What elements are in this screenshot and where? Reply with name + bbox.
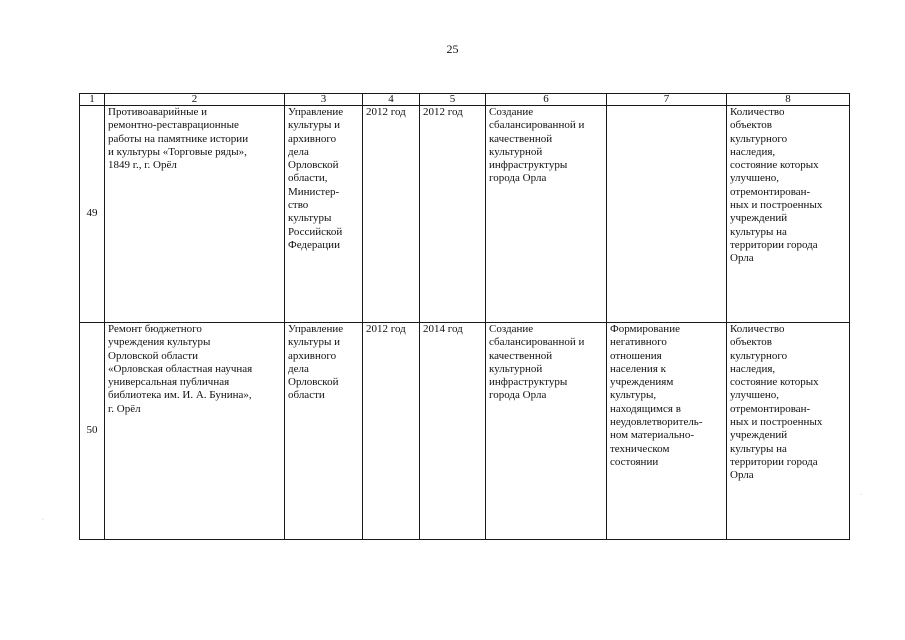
scan-speck: ·: [42, 517, 44, 523]
table-row: [80, 323, 850, 540]
page-number: 25: [446, 42, 459, 56]
indicator-cell: Количество объектов культурного наследия, состояние которых улучшено, отремонтирован- ных и построенных учреждений культуры на территории города Орла: [727, 323, 850, 540]
start-year-cell: 2012 год: [363, 106, 420, 323]
end-year-cell: 2014 год: [420, 323, 486, 540]
column-number: 6: [486, 94, 607, 106]
indicator-cell: Количество объектов культурного наследия, состояние которых улучшено, отремонтирован- ных и построенных учреждений культуры на территории города Орла: [727, 106, 850, 323]
executor-cell: Управление культуры и архивного дела Орловской области, Министер- ство культуры Российской Федерации: [285, 106, 363, 323]
expected-result-cell: Создание сбалансированной и качественной культурной инфраструктуры города Орла: [486, 323, 607, 540]
consequence-cell: [607, 106, 727, 323]
column-number: 2: [105, 94, 285, 106]
consequence-cell: Формирование негативного отношения населения к учреждениям культуры, находящимся в неудовлетворитель- ном материально- техническом состоянии: [607, 323, 727, 540]
row-number: 50: [80, 323, 105, 540]
column-number-row: [80, 94, 850, 106]
program-table: [79, 93, 850, 540]
table-row: [80, 106, 850, 323]
end-year-cell: 2012 год: [420, 106, 486, 323]
column-number: 5: [420, 94, 486, 106]
row-number: 49: [80, 106, 105, 323]
scan-speck: ·: [860, 492, 862, 498]
column-number: 7: [607, 94, 727, 106]
expected-result-cell: Создание сбалансированной и качественной культурной инфраструктуры города Орла: [486, 106, 607, 323]
executor-cell: Управление культуры и архивного дела Орловской области: [285, 323, 363, 540]
column-number: 8: [727, 94, 850, 106]
measure-name-cell: Противоаварийные и ремонтно-реставрационные работы на памятнике истории и культуры «Торговые ряды», 1849 г., г. Орёл: [105, 106, 285, 323]
start-year-cell: 2012 год: [363, 323, 420, 540]
column-number: 3: [285, 94, 363, 106]
column-number: 1: [80, 94, 105, 106]
column-number: 4: [363, 94, 420, 106]
measure-name-cell: Ремонт бюджетного учреждения культуры Орловской области «Орловская областная научная универсальная публичная библиотека им. И. А. Бунина», г. Орёл: [105, 323, 285, 540]
